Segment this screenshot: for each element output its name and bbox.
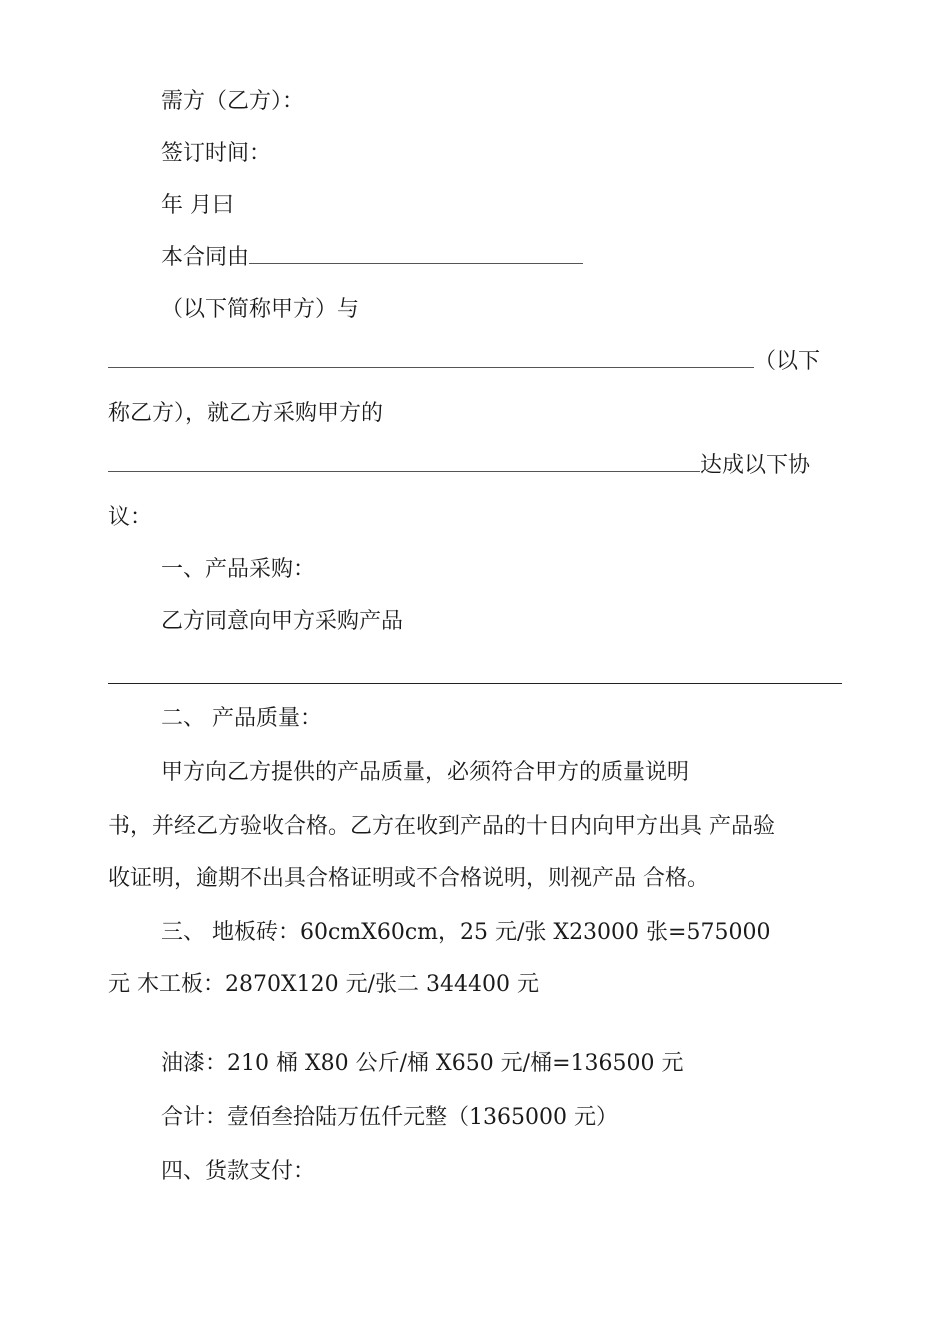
section-3-line-2: 元 木工板：2870X120 元/张二 344400 元 [108, 972, 540, 997]
contract-by-line [161, 243, 583, 273]
product-name-blank [108, 451, 700, 472]
contract-by-text: 本合同由 [161, 245, 250, 270]
section-2-paragraph-line-1: 甲方向乙方提供的产品质量，必须符合甲方的质量说明 [161, 760, 690, 785]
abbrev-b-line [108, 347, 820, 377]
section-3-line-1: 三、 地板砖：60cmX60cm，25 元/张 X23000 张=575000 [161, 920, 771, 945]
agreement-line [108, 451, 810, 481]
signing-time-label: 签订时间： [161, 141, 272, 166]
abbrev-a-line: （以下简称甲方）与 [161, 297, 360, 322]
section-1-fill-rule [108, 683, 842, 684]
party-a-name-blank [249, 243, 583, 264]
total-line: 合计：壹佰叁拾陆万伍仟元整（1365000 元） [161, 1105, 618, 1130]
agreement-tail-text: 达成以下协 [700, 453, 811, 478]
party-b-label: 需方（乙方）： [161, 89, 305, 114]
section-1-text: 乙方同意向甲方采购产品 [161, 609, 404, 634]
section-2-paragraph-line-3: 收证明，逾期不出具合格证明或不合格说明，则视产品 合格。 [108, 866, 709, 891]
paint-line: 油漆：210 桶 X80 公斤/桶 X650 元/桶=136500 元 [161, 1051, 684, 1076]
section-2-paragraph-line-2: 书，并经乙方验收合格。乙方在收到产品的十日内向甲方出具 产品验 [108, 814, 775, 839]
section-2-title: 二、 产品质量： [161, 706, 322, 731]
date-line: 年 月曰 [161, 193, 234, 218]
agreement-continuation: 议： [108, 505, 153, 530]
section-1-title: 一、产品采购： [161, 557, 316, 582]
party-b-name-blank [108, 347, 754, 368]
section-4-title: 四、货款支付： [161, 1159, 316, 1184]
abbrev-b-tail-text: （以下 [754, 349, 821, 374]
abbrev-b-continuation: 称乙方），就乙方采购甲方的 [108, 401, 384, 426]
